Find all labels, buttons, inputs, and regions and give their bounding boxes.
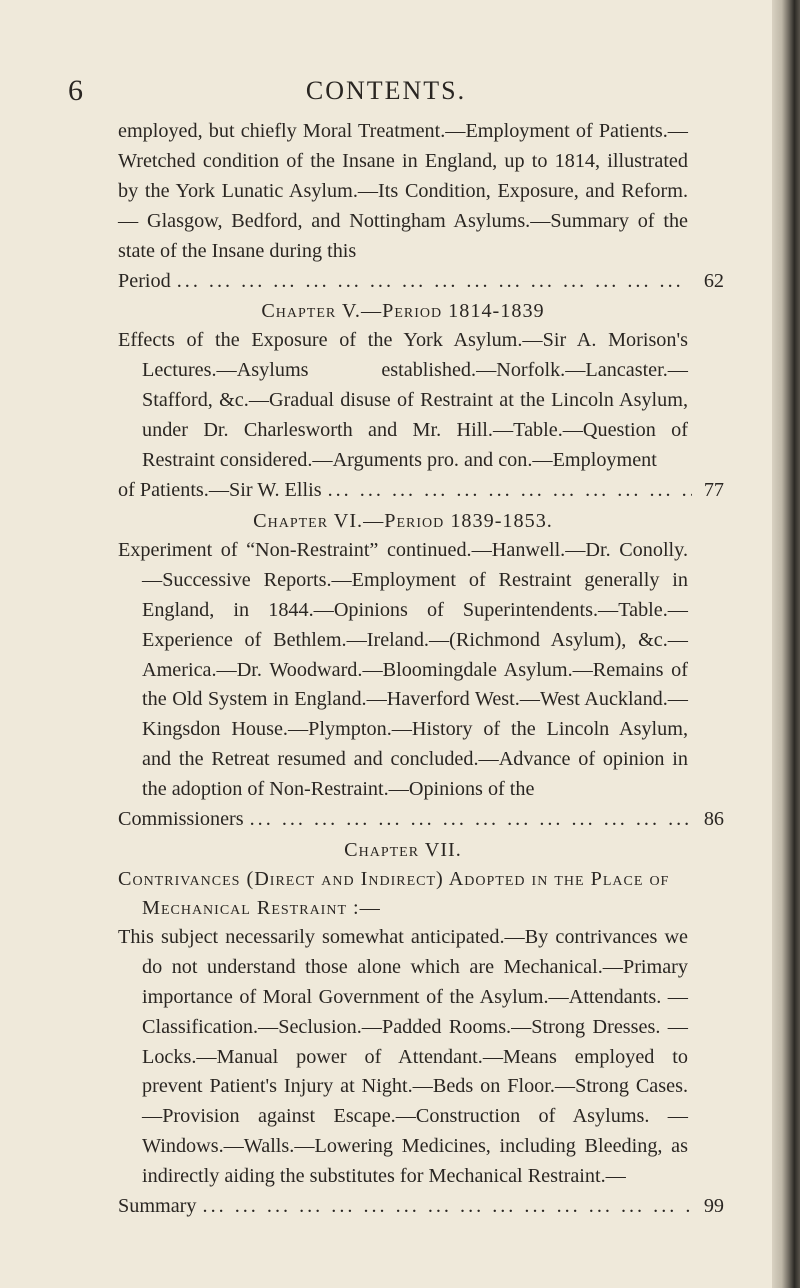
contents-list xyxy=(118,117,724,1222)
entry-leader-line xyxy=(118,1192,724,1222)
entry-chapter-v xyxy=(118,326,724,505)
book-spine-edge xyxy=(772,0,800,1288)
entry-page-number: 77 xyxy=(703,478,724,501)
entry-chapter-vi xyxy=(118,536,724,835)
page-header xyxy=(0,74,772,108)
entry-last-line: Commissioners xyxy=(118,808,244,831)
entry-last-line: of Patients.—Sir W. Ellis xyxy=(118,478,322,501)
chapter-subheading: Contrivances (Direct and Indirect) Adopted in the Place of Mechanical Restraint :— xyxy=(118,867,670,919)
entry-page-number: 62 xyxy=(703,269,724,292)
entry-chapter-vii xyxy=(118,923,724,1222)
leader-dots xyxy=(203,1192,692,1222)
running-head: CONTENTS. xyxy=(305,76,467,105)
chapter-heading: Chapter V.—Period 1814-1839 xyxy=(261,300,545,323)
chapter-heading: Chapter VI.—Period 1839-1853. xyxy=(253,509,553,532)
entry-text: Experiment of “Non-Restraint” continued.—Hanwell.—Dr. Conolly. —Successive Reports.—Employment of Restraint generally in England, in 1844.—Opinions of Superintendents.—Table.— Experience of Bethlem.—Ireland.—(Richmond Asylum), &c.— America.—Dr. Woodward.—Bloomingdale Asylum.—Remains of the Old System in England.—Haverford West.—West Auckland.—Kingsdon House.—Plympton.—History of the Lincoln Asylum, and the Retreat resumed and concluded.—Advance of opinion in the adoption of Non-Restraint.—Opinions of the xyxy=(118,538,688,801)
entry-leader-line xyxy=(118,267,724,297)
entry-text: This subject necessarily somewhat anticipated.—By contrivances we do not understand those alone which are Mechanical.—Primary importance of Moral Government of the Asylum.—Attendants. —Classification.—Seclusion.—Padded Rooms.—Strong Dresses. —Locks.—Manual power of Attendant.—Means employed to prevent Patient's Injury at Night.—Beds on Floor.—Strong Cases.—Provision against Escape.—Construction of Asylums. —Windows.—Walls.—Lowering Medicines, including Bleeding, as indirectly aiding the substitutes for Mechanical Restraint.— xyxy=(118,925,688,1188)
chapter-heading: Chapter VII. xyxy=(344,838,462,861)
entry-text: Effects of the Exposure of the York Asylum.—Sir A. Morison's Lectures.—Asylums established.—Norfolk.—Lancaster.—Stafford, &c.—Gradual disuse of Restraint at the Lincoln Asylum, under Dr. Charlesworth and Mr. Hill.—Table.—Question of Restraint considered.—Arguments pro. and con.—Employment xyxy=(118,329,688,472)
entry-leader-line xyxy=(118,476,724,506)
entry-text: employed, but chiefly Moral Treatment.—Employment of Patients.—Wretched condition of the Insane in England, up to 1814, illustrated by the York Lunatic Asylum.—Its Condition, Exposure, and Reform.— Glasgow, Bedford, and Nottingham Asylums.—Summary of the state of the Insane during this xyxy=(118,120,688,262)
entry-page-number: 99 xyxy=(703,1195,724,1218)
entry-last-line: Period xyxy=(118,269,171,292)
entry-leader-line xyxy=(118,805,724,835)
leader-dots xyxy=(250,805,692,835)
entry-last-line: Summary xyxy=(118,1195,197,1218)
entry-page-number: 86 xyxy=(703,808,724,831)
leader-dots xyxy=(328,476,692,506)
leader-dots xyxy=(177,267,692,297)
entry-chapter-iv-continued xyxy=(118,117,724,296)
page-number: 6 xyxy=(68,74,83,107)
